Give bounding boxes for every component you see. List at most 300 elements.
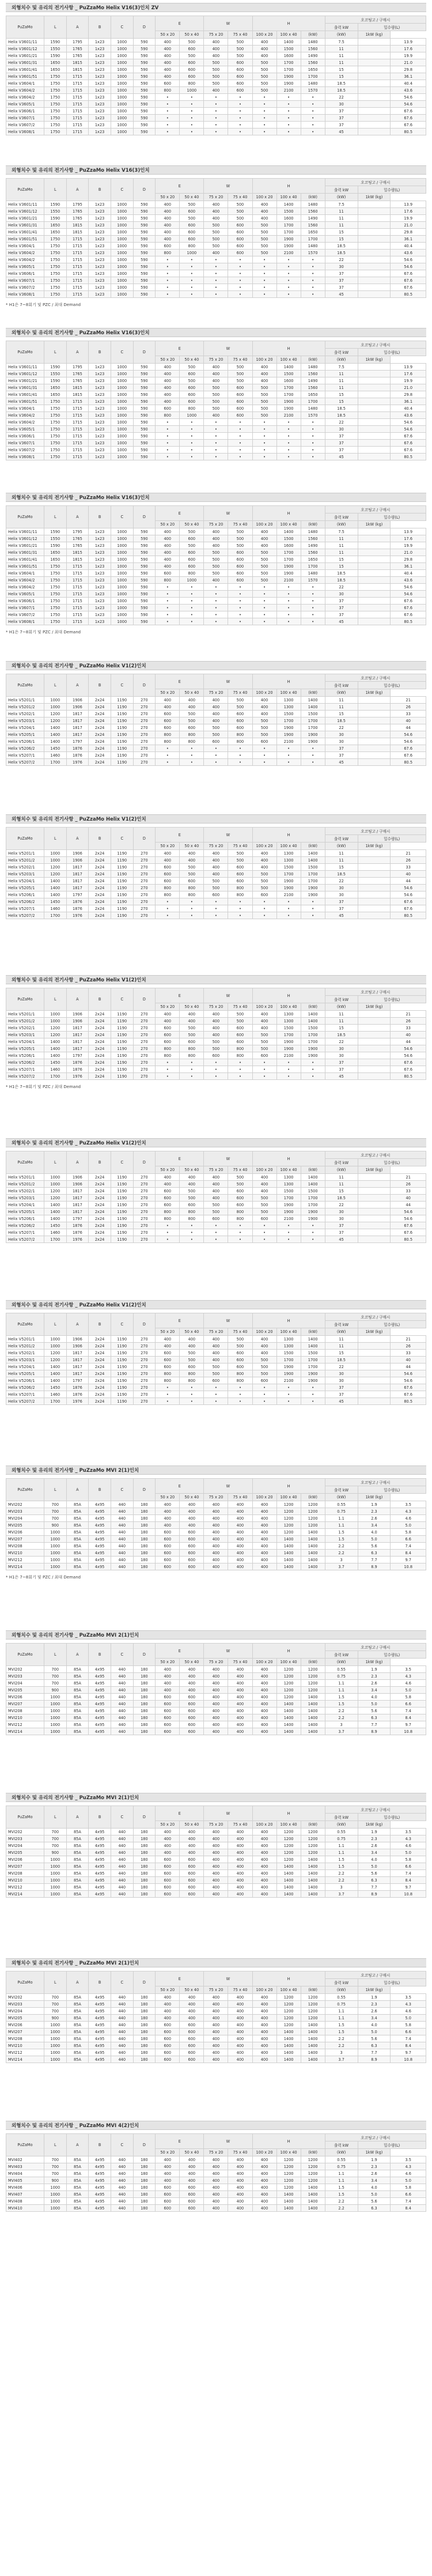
table-cell: 1000 — [111, 584, 133, 591]
table-cell: 1000 — [44, 1856, 66, 1863]
table-cell: 270 — [133, 1363, 156, 1370]
sub-header: 75 x 40 — [228, 1328, 252, 1336]
table-cell: 440 — [111, 1515, 133, 1522]
table-row — [6, 745, 426, 752]
table-cell: 1715 — [66, 80, 89, 87]
table-cell: Helix V5207/2 — [6, 759, 44, 766]
table-cell: 40 — [391, 1195, 426, 1202]
table-cell: 440 — [111, 1728, 133, 1735]
table-cell: 600 — [180, 59, 204, 66]
table-cell: 1000 — [111, 577, 133, 584]
col-power: 출력 kW — [325, 513, 358, 521]
table-cell: • — [252, 591, 276, 598]
table-cell: 1190 — [111, 738, 133, 745]
col-h: H — [252, 988, 325, 1003]
table-cell: • — [180, 1236, 204, 1243]
spec-section — [0, 1793, 432, 1898]
table-cell: 440 — [111, 1508, 133, 1515]
table-cell: 1000 — [111, 115, 133, 122]
table-cell: • — [252, 1391, 276, 1398]
table-cell: 400 — [252, 704, 276, 711]
table-cell: • — [228, 433, 252, 440]
table-cell: 1200 — [276, 1673, 301, 1680]
table-cell: 400 — [156, 528, 180, 535]
table-cell — [358, 101, 391, 108]
table-cell: 1190 — [111, 1025, 133, 1032]
table-cell: Helix V5207/1 — [6, 752, 44, 759]
table-cell: 500 — [252, 391, 276, 398]
table-cell: 1000 — [44, 1701, 66, 1708]
table-cell: 1906 — [66, 1011, 89, 1018]
table-cell: • — [228, 759, 252, 766]
table-cell: 400 — [204, 1032, 228, 1038]
section-title: 외형치수 및 유리의 전기사항 _ PuZzaMo MVI 2(1)인치 — [6, 1958, 426, 1967]
table-cell: 400 — [252, 2205, 276, 2212]
table-cell: 45 — [325, 454, 358, 460]
table-cell: MVI210 — [6, 1714, 44, 1721]
table-cell: 590 — [133, 243, 156, 250]
table-cell: 2x24 — [89, 864, 111, 871]
table-cell: 1400 — [44, 1202, 66, 1208]
table-cell: 85A — [66, 1714, 89, 1721]
table-row — [6, 878, 426, 885]
table-cell: 400 — [252, 1863, 276, 1870]
table-cell: • — [276, 277, 301, 284]
table-cell: 1000 — [44, 2205, 66, 2212]
table-cell: 1750 — [44, 419, 66, 426]
table-cell: 600 — [156, 1708, 180, 1714]
table-cell: 1817 — [66, 711, 89, 717]
table-cell: 40 — [391, 1032, 426, 1038]
table-cell: 400 — [228, 2184, 252, 2191]
table-cell: 400 — [228, 1543, 252, 1550]
table-cell: 600 — [180, 1701, 204, 1708]
table-cell: 80.5 — [391, 1236, 426, 1243]
table-cell: 700 — [44, 2001, 66, 2008]
table-cell: Helix V5202/1 — [6, 1025, 44, 1032]
table-cell: 7.5 — [325, 364, 358, 371]
table-cell — [358, 250, 391, 256]
table-cell: 500 — [180, 542, 204, 549]
table-cell: 1300 — [276, 1011, 301, 1018]
table-cell: 800 — [180, 243, 204, 250]
table-cell: 400 — [252, 2035, 276, 2042]
table-cell: MVI410 — [6, 2205, 44, 2212]
table-cell: 600 — [180, 1721, 204, 1728]
table-cell: 67.6 — [391, 611, 426, 618]
table-cell: 600 — [180, 398, 204, 405]
table-cell: 400 — [228, 1529, 252, 1536]
table-cell — [358, 80, 391, 87]
table-cell: 45 — [325, 129, 358, 135]
table-cell: 1700 — [276, 66, 301, 73]
table-cell: 1190 — [111, 905, 133, 912]
table-cell: 85A — [66, 1666, 89, 1673]
table-cell: 22 — [325, 584, 358, 591]
table-cell: 37 — [325, 898, 358, 905]
table-cell: 4x95 — [89, 2184, 111, 2191]
table-cell: 1400 — [44, 892, 66, 898]
table-cell: 500 — [204, 243, 228, 250]
spec-section — [0, 2121, 432, 2212]
table-cell: Helix V5203/1 — [6, 1195, 44, 1202]
table-cell: 800 — [228, 1208, 252, 1215]
table-cell: 3.4 — [358, 1522, 391, 1529]
table-cell — [358, 1011, 391, 1018]
table-cell: 400 — [204, 1673, 228, 1680]
table-cell: 700 — [44, 1515, 66, 1522]
spec-section — [0, 975, 432, 1089]
table-cell: 1200 — [301, 1522, 325, 1529]
table-cell: 590 — [133, 364, 156, 371]
table-cell: 18.5 — [325, 577, 358, 584]
table-cell: 1400 — [276, 1877, 301, 1884]
table-cell: 600 — [180, 1038, 204, 1045]
table-cell: Helix V5204/1 — [6, 724, 44, 731]
table-cell: 67.6 — [391, 745, 426, 752]
table-cell — [358, 1195, 391, 1202]
table-row — [6, 1350, 426, 1357]
table-cell: MVI403 — [6, 2163, 44, 2170]
table-cell: Helix V5203/1 — [6, 717, 44, 724]
col-b: B — [89, 179, 111, 201]
col-h: H — [252, 828, 325, 843]
table-cell: 600 — [156, 1357, 180, 1363]
table-cell: 2x24 — [89, 1025, 111, 1032]
sub-header: (kW) — [301, 194, 325, 201]
col-e: E — [156, 1971, 204, 1986]
table-cell: 440 — [111, 2056, 133, 2063]
table-cell: 400 — [156, 371, 180, 377]
table-cell: 2x24 — [89, 724, 111, 731]
table-cell: 1190 — [111, 850, 133, 857]
col-d: D — [133, 1806, 156, 1829]
table-cell: 1400 — [276, 1701, 301, 1708]
table-cell: MVI208 — [6, 1870, 44, 1877]
sub-header: 75 x 20 — [204, 843, 228, 850]
sub-header: (kW) — [301, 689, 325, 697]
table-cell: 1000 — [44, 1884, 66, 1891]
table-cell: 1650 — [44, 229, 66, 236]
table-cell: 400 — [204, 377, 228, 384]
table-cell: 2x24 — [89, 1181, 111, 1188]
table-cell: 1750 — [44, 433, 66, 440]
table-cell: 3.5 — [391, 1501, 426, 1508]
table-cell: 440 — [111, 1870, 133, 1877]
table-row — [6, 1877, 426, 1884]
table-cell: 2.2 — [325, 2198, 358, 2205]
table-cell: 5.0 — [358, 2191, 391, 2198]
table-cell: 800 — [228, 892, 252, 898]
table-cell: 400 — [252, 1891, 276, 1898]
table-cell: 600 — [228, 577, 252, 584]
table-cell: 80.5 — [391, 618, 426, 625]
table-cell: MVI206 — [6, 1856, 44, 1863]
table-cell: 1000 — [111, 256, 133, 263]
table-cell: • — [252, 605, 276, 611]
table-cell: Helix V5206/2 — [6, 1059, 44, 1066]
col-w: W — [204, 1806, 252, 1821]
table-row — [6, 256, 426, 263]
table-cell: 800 — [180, 1208, 204, 1215]
table-cell: • — [228, 263, 252, 270]
table-cell: • — [204, 291, 228, 298]
table-cell: 1000 — [44, 1018, 66, 1025]
table-cell: 9.7 — [391, 1884, 426, 1891]
table-cell — [358, 759, 391, 766]
table-cell: 400 — [204, 2163, 228, 2170]
table-cell: • — [252, 1059, 276, 1066]
sub-header: 75 x 40 — [228, 1494, 252, 1501]
table-cell: 1700 — [276, 717, 301, 724]
table-cell: 590 — [133, 284, 156, 291]
table-cell: 400 — [204, 850, 228, 857]
table-cell: 33 — [391, 1025, 426, 1032]
table-cell: 85A — [66, 1877, 89, 1884]
table-cell: 4x95 — [89, 1849, 111, 1856]
col-b: B — [89, 16, 111, 39]
table-cell: • — [276, 1236, 301, 1243]
table-cell: 400 — [228, 2170, 252, 2177]
table-cell: 500 — [204, 59, 228, 66]
table-cell: 800 — [228, 738, 252, 745]
table-cell: 440 — [111, 1673, 133, 1680]
table-cell: 1550 — [44, 535, 66, 542]
table-cell: 400 — [156, 222, 180, 229]
col-outer: 오코팅고 / 구매시 — [325, 341, 426, 349]
table-cell: 800 — [156, 577, 180, 584]
table-cell: 2x24 — [89, 697, 111, 704]
table-cell: 400 — [252, 52, 276, 59]
table-row — [6, 704, 426, 711]
table-cell: 1200 — [301, 2163, 325, 2170]
table-cell: 400 — [204, 704, 228, 711]
table-cell: • — [228, 605, 252, 611]
table-cell: 600 — [180, 391, 204, 398]
table-cell: 4x95 — [89, 1501, 111, 1508]
table-cell: Helix V5202/1 — [6, 864, 44, 871]
table-cell — [358, 1363, 391, 1370]
table-cell: 1000 — [111, 270, 133, 277]
sub-header: (kW) — [301, 2149, 325, 2156]
table-cell: 400 — [156, 1994, 180, 2001]
table-cell: 1460 — [44, 1066, 66, 1073]
table-cell: 85A — [66, 1842, 89, 1849]
table-cell: 440 — [111, 2042, 133, 2049]
table-cell: 1x23 — [89, 256, 111, 263]
sub-header: 100 x 20 — [252, 1328, 276, 1336]
table-cell — [358, 563, 391, 570]
col-h: H — [252, 1806, 325, 1821]
table-cell: • — [228, 454, 252, 460]
table-cell: 1500 — [276, 535, 301, 542]
table-cell — [358, 94, 391, 101]
table-cell: Helix V3607/1 — [6, 440, 44, 447]
table-row — [6, 850, 426, 857]
table-cell: 1500 — [276, 208, 301, 215]
table-row — [6, 108, 426, 115]
table-cell: 590 — [133, 412, 156, 419]
table-cell — [358, 398, 391, 405]
table-cell: 10.8 — [391, 1891, 426, 1898]
table-cell: • — [180, 618, 204, 625]
table-cell: 500 — [180, 717, 204, 724]
table-row — [6, 759, 426, 766]
table-cell: • — [276, 263, 301, 270]
table-cell: 400 — [252, 535, 276, 542]
table-cell: 590 — [133, 46, 156, 52]
table-cell: 400 — [228, 1508, 252, 1515]
table-cell: • — [156, 1066, 180, 1073]
table-cell: • — [204, 284, 228, 291]
table-cell: 400 — [252, 1563, 276, 1570]
table-cell: • — [204, 759, 228, 766]
table-cell: 180 — [133, 2001, 156, 2008]
table-cell: 19.9 — [391, 542, 426, 549]
table-cell: 500 — [204, 222, 228, 229]
col-b: B — [89, 674, 111, 697]
table-cell: 1900 — [301, 1052, 325, 1059]
table-cell: 1750 — [44, 284, 66, 291]
table-cell: 590 — [133, 270, 156, 277]
table-cell: 1000 — [111, 391, 133, 398]
table-cell: 1765 — [66, 535, 89, 542]
table-cell: • — [156, 898, 180, 905]
table-cell: 1817 — [66, 1038, 89, 1045]
table-cell: • — [180, 1229, 204, 1236]
table-cell: 1000 — [44, 1011, 66, 1018]
table-cell: 180 — [133, 2184, 156, 2191]
table-cell: 85A — [66, 2163, 89, 2170]
table-cell: 1190 — [111, 885, 133, 892]
table-cell: 1x23 — [89, 263, 111, 270]
table-cell: 1600 — [276, 377, 301, 384]
table-cell — [358, 201, 391, 208]
table-cell — [358, 291, 391, 298]
table-cell: 11 — [325, 850, 358, 857]
table-cell — [358, 1343, 391, 1350]
table-cell: 9.7 — [391, 1721, 426, 1728]
table-cell: • — [301, 598, 325, 605]
table-cell: 440 — [111, 1877, 133, 1884]
table-cell: 600 — [204, 1377, 228, 1384]
col-power: 출력 kW — [325, 1486, 358, 1494]
table-cell: 500 — [252, 236, 276, 243]
table-cell: 500 — [228, 1018, 252, 1025]
table-cell: 1400 — [301, 1701, 325, 1708]
table-cell: MVI203 — [6, 1673, 44, 1680]
table-cell: 400 — [180, 1515, 204, 1522]
table-row — [6, 2205, 426, 2212]
table-cell: 400 — [204, 1343, 228, 1350]
table-cell: 4.6 — [391, 2170, 426, 2177]
table-cell: • — [301, 122, 325, 129]
table-cell: 85A — [66, 1680, 89, 1687]
table-cell: 1.9 — [358, 1666, 391, 1673]
sub-header: 50 x 20 — [156, 1328, 180, 1336]
col-model: PuZaMo — [6, 179, 44, 201]
table-cell: 1x23 — [89, 277, 111, 284]
col-model: PuZaMo — [6, 674, 44, 697]
table-cell: • — [156, 440, 180, 447]
table-cell: 1815 — [66, 384, 89, 391]
col-power: 출력 kW — [325, 2141, 358, 2149]
table-cell: 1700 — [301, 1363, 325, 1370]
table-cell — [358, 618, 391, 625]
table-cell: 1400 — [301, 850, 325, 857]
table-cell: 800 — [228, 1370, 252, 1377]
table-cell: • — [156, 284, 180, 291]
table-cell: 600 — [180, 2205, 204, 2212]
table-cell: Helix V5201/1 — [6, 1011, 44, 1018]
table-cell: 1906 — [66, 850, 89, 857]
table-cell: 600 — [228, 412, 252, 419]
table-cell: 2x24 — [89, 1066, 111, 1073]
table-cell: 1500 — [276, 864, 301, 871]
table-cell: • — [204, 912, 228, 919]
table-cell: 1.5 — [325, 2191, 358, 2198]
table-cell: 400 — [228, 1849, 252, 1856]
table-cell: Helix V3601/41 — [6, 229, 44, 236]
table-cell: 11 — [325, 1343, 358, 1350]
table-cell: • — [180, 1066, 204, 1073]
table-cell: 2x24 — [89, 1215, 111, 1222]
table-cell: 2x24 — [89, 1052, 111, 1059]
table-row — [6, 1370, 426, 1377]
table-cell: 500 — [252, 250, 276, 256]
table-cell: 500 — [252, 243, 276, 250]
col-volume: 밀수량(L) — [358, 24, 426, 31]
table-cell: 1900 — [301, 885, 325, 892]
table-cell: • — [180, 115, 204, 122]
col-w: W — [204, 506, 252, 521]
table-cell: 37 — [325, 440, 358, 447]
table-cell: 180 — [133, 1673, 156, 1680]
table-row — [6, 1714, 426, 1721]
table-cell: 1750 — [44, 129, 66, 135]
table-cell: 600 — [156, 1714, 180, 1721]
table-cell: 0.55 — [325, 1829, 358, 1835]
table-cell: 1700 — [276, 222, 301, 229]
table-cell: 270 — [133, 711, 156, 717]
sub-header: 50 x 40 — [180, 31, 204, 39]
table-cell: 1750 — [44, 570, 66, 577]
table-cell: Helix V3606/1 — [6, 108, 44, 115]
table-cell: 1460 — [44, 752, 66, 759]
table-row — [6, 46, 426, 52]
table-cell: 1400 — [301, 1877, 325, 1884]
table-cell: 1400 — [276, 2056, 301, 2063]
table-cell: 400 — [228, 1536, 252, 1543]
table-cell: 1400 — [276, 1714, 301, 1721]
table-row — [6, 905, 426, 912]
table-cell: 590 — [133, 440, 156, 447]
table-cell: 2x24 — [89, 850, 111, 857]
table-cell — [358, 542, 391, 549]
table-cell: 1200 — [276, 2015, 301, 2022]
table-cell: 500 — [204, 1208, 228, 1215]
table-cell — [358, 717, 391, 724]
table-cell: 590 — [133, 528, 156, 535]
table-cell: 440 — [111, 1701, 133, 1708]
table-cell: • — [204, 270, 228, 277]
table-cell: 400 — [252, 542, 276, 549]
table-row — [6, 1673, 426, 1680]
section-title: 외형치수 및 유리의 전기사항 _ PuZzaMo Helix V1(2)인치 — [6, 1300, 426, 1309]
table-cell: 11 — [325, 1174, 358, 1181]
table-cell: 1900 — [276, 243, 301, 250]
table-cell: 1650 — [44, 391, 66, 398]
